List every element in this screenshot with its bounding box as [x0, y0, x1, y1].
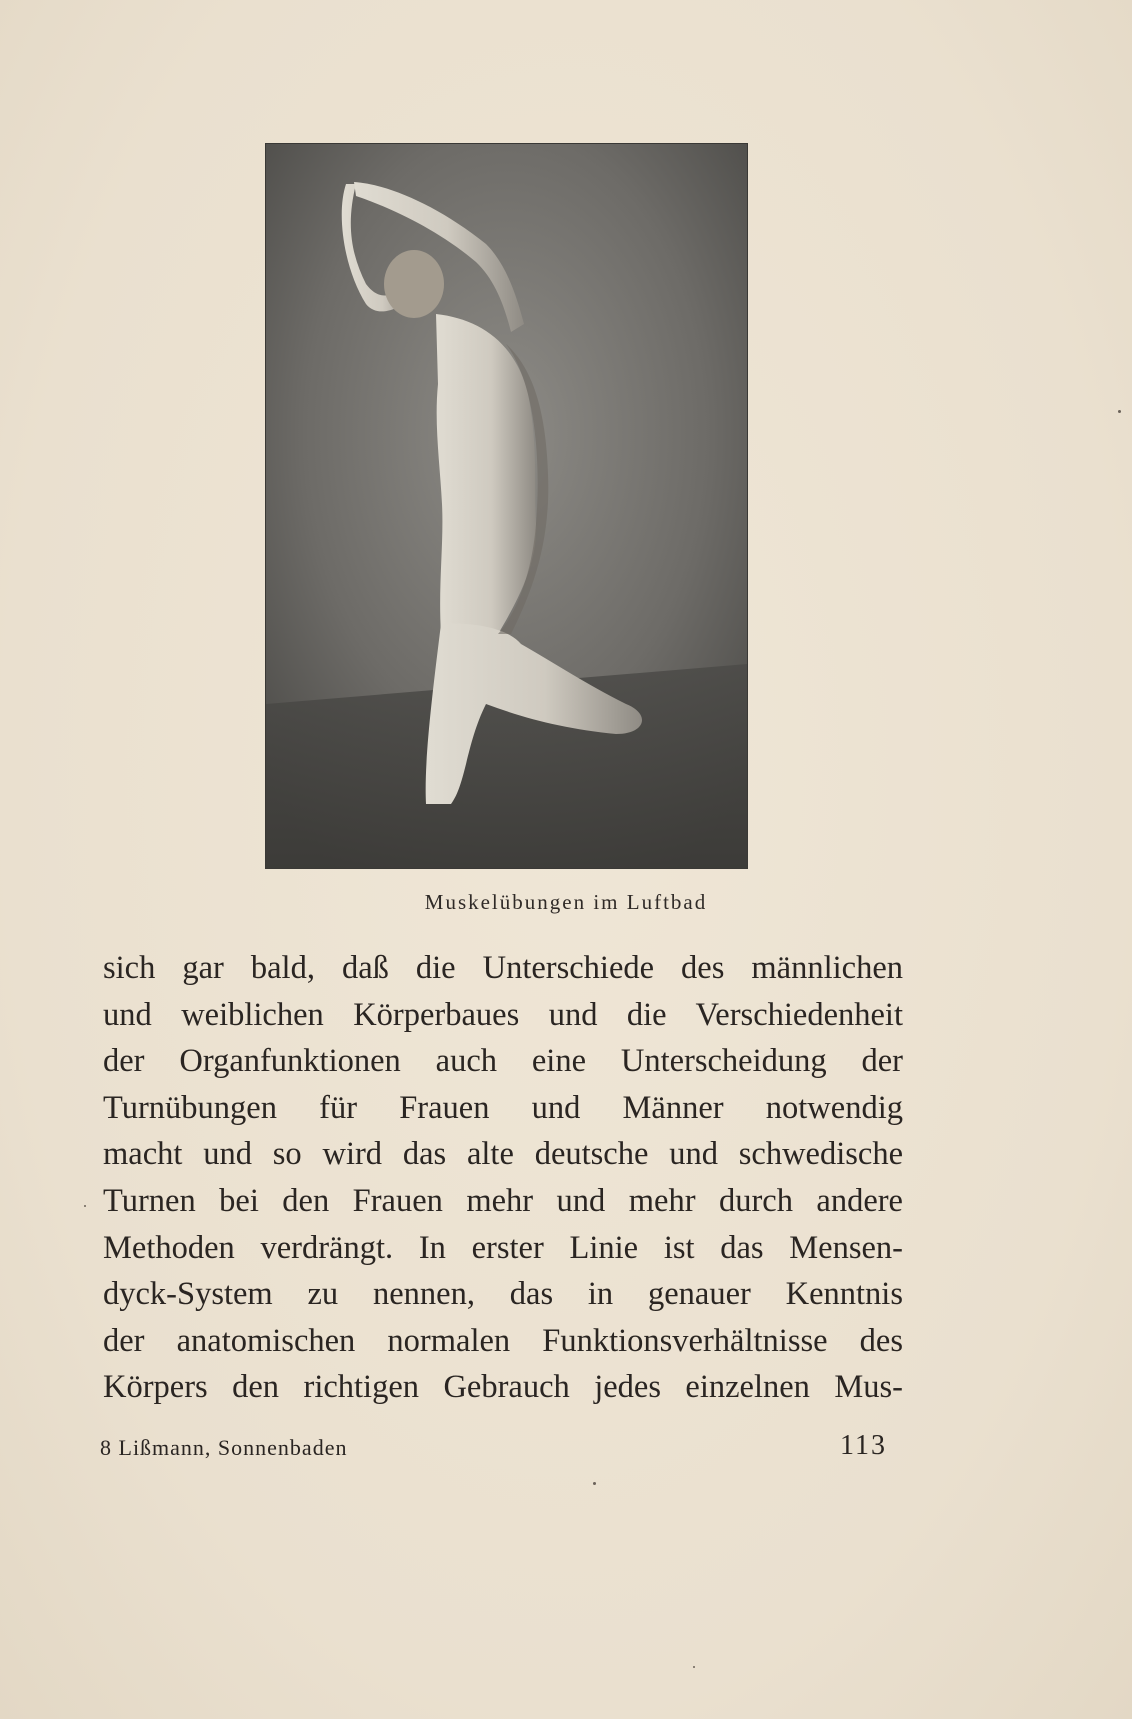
text-line: und weiblichen Körperbaues und die Verschiedenheit [103, 996, 903, 1033]
paper-speck [693, 1666, 695, 1668]
body-paragraph [103, 945, 903, 1411]
text-line: dyck-System zu nennen, das in genauer Kenntnis [103, 1276, 903, 1313]
footer-signature: 8 Lißmann, Sonnenbaden [100, 1435, 348, 1460]
figure-caption: Muskelübungen im Luftbad [424, 890, 708, 914]
paper-speck [1118, 410, 1121, 413]
text-line: Turnübungen für Frauen und Männer notwendig [103, 1089, 903, 1126]
text-line: der Organfunktionen auch eine Unterscheidung der [103, 1043, 903, 1080]
text-line: sich gar bald, daß die Unterschiede des männlichen [103, 950, 903, 986]
paper-speck [593, 1482, 596, 1485]
text-line: Methoden verdrängt. In erster Linie ist das Mensen- [103, 1229, 903, 1266]
text-line: Körpers den richtigen Gebrauch jedes einzelnen Mus- [103, 1369, 903, 1406]
kneeling-figure-icon [266, 144, 747, 868]
text-line: macht und so wird das alte deutsche und schwedische [103, 1136, 903, 1173]
page-number: 113 [840, 1430, 887, 1461]
paper-speck [84, 1205, 86, 1207]
figure-photograph [266, 144, 747, 868]
text-line: der anatomischen normalen Funktionsverhältnisse des [103, 1322, 903, 1359]
text-line: Turnen bei den Frauen mehr und mehr durch andere [103, 1182, 903, 1219]
